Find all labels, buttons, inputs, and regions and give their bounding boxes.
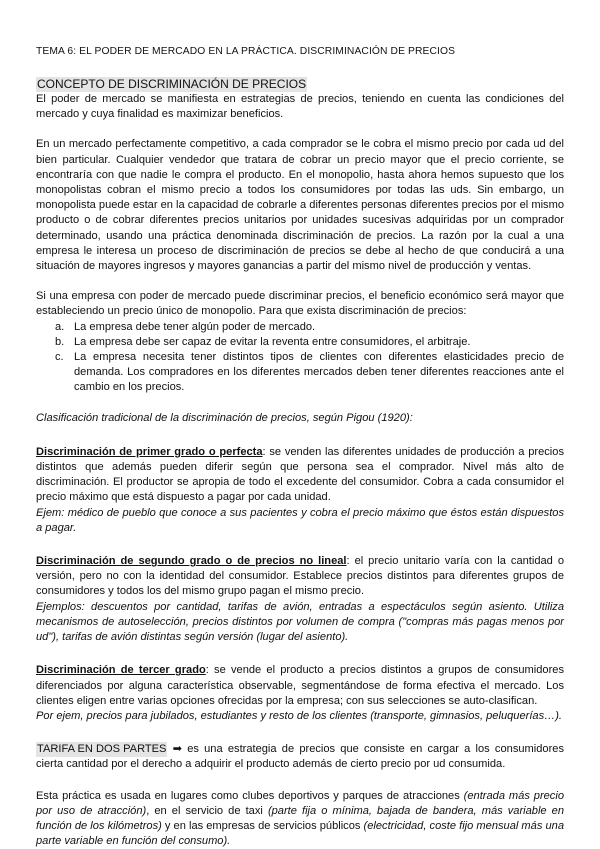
second-degree-term: Discriminación de segundo grado o de precios no lineal	[36, 555, 347, 568]
paragraph-conditions-intro: Si una empresa con poder de mercado puede discriminar precios, el beneficio económico será mayor que estableciendo un precio único de monopolio. Para que exista discriminación de precios:	[36, 290, 564, 318]
right-arrow-icon: ➡	[172, 743, 182, 756]
second-degree-paragraph	[36, 554, 564, 600]
two-part-tariff-paragraph	[36, 742, 564, 772]
examples-text-1: Esta práctica es usada en lugares como clubes deportivos y parques de atracciones	[36, 789, 464, 802]
list-item	[55, 335, 564, 350]
two-part-tariff-text: es una estrategia de precios que consiste en cargar a los consumidores cierta cantidad por el derecho a adquirir el producto además de cierto precio por ud consumida.	[36, 743, 564, 771]
first-degree-term: Discriminación de primer grado o perfecta	[36, 445, 263, 458]
first-degree-text: : se venden las diferentes unidades de producción a precios distintos que además pueden diferir según que persona sea el comprador. Nivel más alto de discriminación. El productor se apropia de todo el excedente del consumidor. Cobra a cada consumidor el precio máximo que está dispuesto a pagar por cada unidad.	[36, 445, 564, 504]
list-item-text: La empresa debe ser capaz de evitar la reventa entre consumidores, el arbitraje.	[74, 335, 471, 348]
third-degree-paragraph	[36, 663, 564, 709]
section-heading-wrap	[36, 77, 564, 92]
first-degree-paragraph	[36, 445, 564, 506]
examples-italic-3: (electricidad, coste fijo mensual más una parte variable en función del consumo).	[36, 819, 564, 848]
list-item-label: a.	[55, 320, 65, 333]
examples-italic-2: (parte fija o mínima, bajada de bandera, más variable en función de los kilómetros)	[36, 804, 565, 832]
second-degree-text: : el precio unitario varía con la cantidad o versión, pero no con la identidad del consumidor. Establece precios distintos para diferentes grupos de consumidores y todos los del mismo grupo pagan el mismo precio.	[36, 555, 564, 598]
list-item-label: b.	[55, 335, 65, 348]
examples-text-3: y en las empresas de servicios públicos	[161, 819, 364, 832]
third-degree-text: : se vende el producto a precios distintos a grupos de consumidores diferenciados por alguna característica observable, segmentándose de forma efectiva el mercado. Los clientes eligen entre varias opciones ofrecidas por la empresa; con sus selecciones se auto-clasifican.	[36, 664, 564, 707]
list-item-label: c.	[55, 351, 64, 364]
examples-paragraph	[36, 789, 564, 849]
second-degree-example: Ejemplos: descuentos por cantidad, tarifas de avión, entradas a espectáculos según asiento. Utiliza mecanismos de autoselección, precios distintos por volumen de compra ("compras más pagas menos por ud"), tarifas de avión distintas según versión (lugar del asiento).	[36, 600, 564, 644]
paragraph-competitive-market: En un mercado perfectamente competitivo, a cada comprador se le cobra el mismo precio por cada ud del bien particular. Cualquier vendedor que tratara de cobrar un precio mayor que el precio corriente, se encontraría con que nadie le compra el producto. En el monopolio, hasta ahora hemos supuesto que los monopolistas cobran el mismo precio a todos los consumidores por todas las uds. Sin embargo, un monopolista puede estar en la capacidad de cobrarle a diferentes personas diferentes precios por el mismo producto o de cobrar diferentes precios unitarios por unidades sucesivas adquiridas por un comprador determinado, usando una práctica denominada discriminación de precios. La razón por la cual a una empresa le interesa un proceso de discriminación de precios se debe al hecho de que conducirá a una situación de mayores ingresos y mayores ganancias a partir del mismo nivel de producción y ventas.	[36, 138, 564, 273]
conditions-list	[36, 320, 564, 396]
list-item	[55, 320, 564, 335]
paragraph-intro: El poder de mercado se manifiesta en estrategias de precios, teniendo en cuenta las condiciones del mercado y cuya finalidad es maximizar beneficios.	[36, 93, 564, 121]
list-item-text: La empresa debe tener algún poder de mercado.	[74, 320, 316, 333]
section-heading: CONCEPTO DE DISCRIMINACIÓN DE PRECIOS	[37, 77, 307, 91]
document-page	[36, 46, 564, 849]
third-degree-term: Discriminación de tercer grado	[36, 664, 206, 677]
third-degree-example: Por ejem, precios para jubilados, estudiantes y resto de los clientes (transporte, gimnasios, peluquerías…).	[36, 709, 562, 722]
classification-caption: Clasificación tradicional de la discriminación de precios, según Pigou (1920):	[36, 411, 413, 424]
document-title: TEMA 6: EL PODER DE MERCADO EN LA PRÁCTICA. DISCRIMINACIÓN DE PRECIOS	[36, 46, 456, 57]
first-degree-example: Ejem: médico de pueblo que conoce a sus pacientes y cobra el precio máximo que éstos están dispuestos a pagar.	[36, 506, 564, 534]
list-item	[55, 350, 564, 396]
examples-text-2: , en el servicio de taxi	[146, 804, 268, 817]
examples-italic-1: (entrada más precio por uso de atracción)	[36, 789, 564, 817]
two-part-tariff-term: TARIFA EN DOS PARTES	[36, 742, 167, 757]
list-item-text: La empresa necesita tener distintos tipos de clientes con diferentes elasticidades precio de demanda. Los compradores en los diferentes mercados deben tener diferentes reacciones ante el cambio en los precios.	[74, 351, 564, 394]
